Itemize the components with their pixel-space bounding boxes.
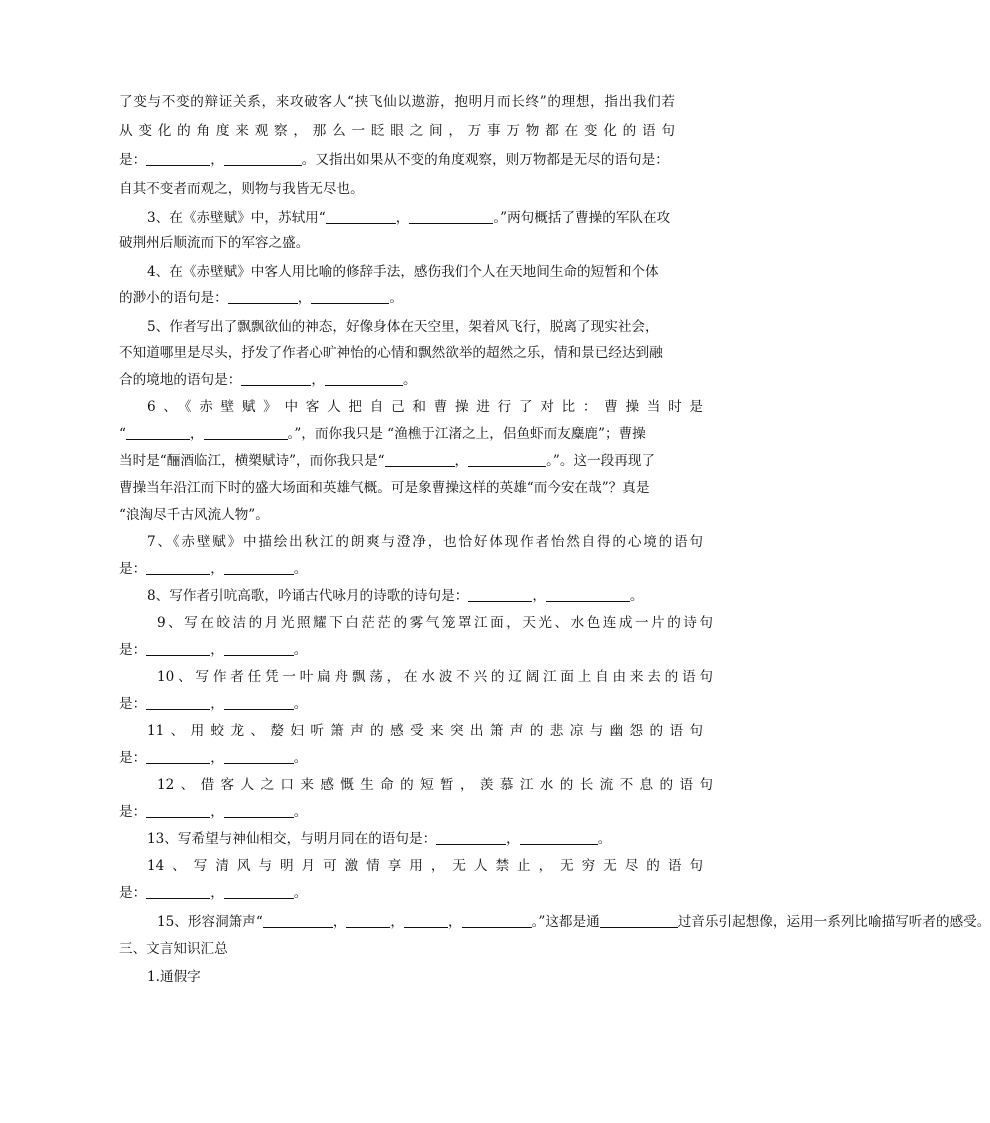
answer-blank[interactable]: [468, 586, 532, 602]
text-line: 9、写在皎洁的月光照耀下白茫茫的雾气笼罩江面，天光、水色连成一片的诗句: [157, 615, 713, 631]
answer-blank[interactable]: [204, 424, 288, 440]
text-line: 当时是“酾酒临江，横槊赋诗”，而你我只是“ ， 。”。这一段再现了: [119, 453, 656, 469]
answer-blank[interactable]: [326, 208, 396, 224]
answer-blank[interactable]: [146, 640, 210, 656]
answer-blank[interactable]: [224, 559, 294, 575]
section-heading: 1.通假字: [147, 969, 201, 985]
answer-blank[interactable]: [385, 451, 455, 467]
text-line: 15、形容洞箫声“ ， ， ， 。”这都是通 过音乐引起想像，运用一系列比喻描写听者的感受。: [157, 914, 990, 930]
answer-blank[interactable]: [146, 748, 210, 764]
answer-blank[interactable]: [436, 829, 506, 845]
answer-blank[interactable]: [409, 208, 493, 224]
answer-blank[interactable]: [224, 694, 294, 710]
text-line: 是： ， 。: [119, 696, 308, 712]
text-line: 是： ， 。又指出如果从不变的角度观察，则万物都是无尽的语句是：: [119, 152, 669, 168]
text-line: 8、写作者引吭高歌，吟诵古代咏月的诗歌的诗句是： ， 。: [147, 588, 644, 604]
text-line: 6、《赤壁赋》中客人把自己和曹操进行了对比：曹操当时是: [147, 399, 703, 415]
text-line: 三、文言知识汇总: [119, 941, 228, 957]
text-line: 合的境地的语句是： ， 。: [119, 372, 417, 388]
text-line: 11、用蛟龙、嫠妇听箫声的感受来突出箫声的悲凉与幽怨的语句: [147, 723, 703, 739]
answer-blank[interactable]: [404, 912, 448, 928]
answer-blank[interactable]: [146, 150, 210, 166]
answer-blank[interactable]: [228, 288, 298, 304]
answer-blank[interactable]: [224, 802, 294, 818]
text-line: “浪淘尽千古风流人物”。: [119, 507, 269, 523]
text-line: 是： ， 。: [119, 561, 308, 577]
text-line: 是： ， 。: [119, 804, 308, 820]
text-line: 12、借客人之口来感慨生命的短暂，羡慕江水的长流不息的语句: [157, 777, 713, 793]
answer-blank[interactable]: [346, 912, 390, 928]
text-line: 不知道哪里是尽头，抒发了作者心旷神怡的心情和飘然欲举的超然之乐，情和景已经达到融: [119, 345, 663, 361]
text-line: 13、写希望与神仙相交，与明月同在的语句是： ， 。: [147, 831, 612, 847]
text-line: 是： ， 。: [119, 885, 308, 901]
text-line: 5、作者写出了飘飘欲仙的神态，好像身体在天空里，架着风飞行，脱离了现实社会，: [147, 319, 659, 335]
answer-blank[interactable]: [325, 370, 403, 386]
answer-blank[interactable]: [241, 370, 311, 386]
answer-blank[interactable]: [126, 424, 190, 440]
answer-blank[interactable]: [462, 912, 532, 928]
text-line: “ ， 。”，而你我只是 “渔樵于江渚之上，侣鱼虾而友麋鹿”；曹操: [119, 426, 646, 442]
answer-blank[interactable]: [146, 883, 210, 899]
answer-blank[interactable]: [263, 912, 333, 928]
text-line: 4、在《赤壁赋》中客人用比喻的修辞手法，感伤我们个人在天地间生命的短暂和个体: [147, 264, 659, 280]
text-line: 的渺小的语句是： ， 。: [119, 290, 403, 306]
text-line: 是： ， 。: [119, 750, 308, 766]
answer-blank[interactable]: [224, 640, 294, 656]
answer-blank[interactable]: [146, 802, 210, 818]
answer-blank[interactable]: [468, 451, 546, 467]
text-line: 是： ， 。: [119, 642, 308, 658]
answer-blank[interactable]: [224, 748, 294, 764]
answer-blank[interactable]: [520, 829, 598, 845]
answer-blank[interactable]: [224, 883, 294, 899]
text-line: 曹操当年沿江而下时的盛大场面和英雄气概。可是象曹操这样的英雄“而今安在哉”？真是: [119, 480, 650, 496]
text-line: 7、《赤壁赋》中描绘出秋江的朗爽与澄净，也恰好体现作者怡然自得的心境的语句: [147, 534, 703, 550]
answer-blank[interactable]: [146, 559, 210, 575]
subsection-heading: [119, 1000, 675, 1022]
text-line: 破荆州后顺流而下的军容之盛。: [119, 235, 310, 251]
answer-blank[interactable]: [311, 288, 389, 304]
answer-blank[interactable]: [224, 150, 302, 166]
answer-blank[interactable]: [146, 694, 210, 710]
answer-blank[interactable]: [600, 912, 678, 928]
text-line: 了变与不变的辩证关系，来攻破客人“挟飞仙以遨游，抱明月而长终”的理想，指出我们若: [119, 94, 675, 110]
text-line: 10、写作者任凭一叶扁舟飘荡，在水波不兴的辽阔江面上自由来去的语句: [157, 669, 713, 685]
text-line: 从变化的角度来观察，那么一眨眼之间，万事万物都在变化的语句: [119, 123, 675, 139]
text-line: 3、在《赤壁赋》中，苏轼用“ ， 。”两句概括了曹操的军队在攻: [147, 210, 671, 226]
text-line: 自其不变者而观之，则物与我皆无尽也。: [119, 181, 364, 197]
answer-blank[interactable]: [546, 586, 630, 602]
text-line: 14、写清风与明月可激情享用，无人禁止，无穷无尽的语句: [147, 858, 703, 874]
